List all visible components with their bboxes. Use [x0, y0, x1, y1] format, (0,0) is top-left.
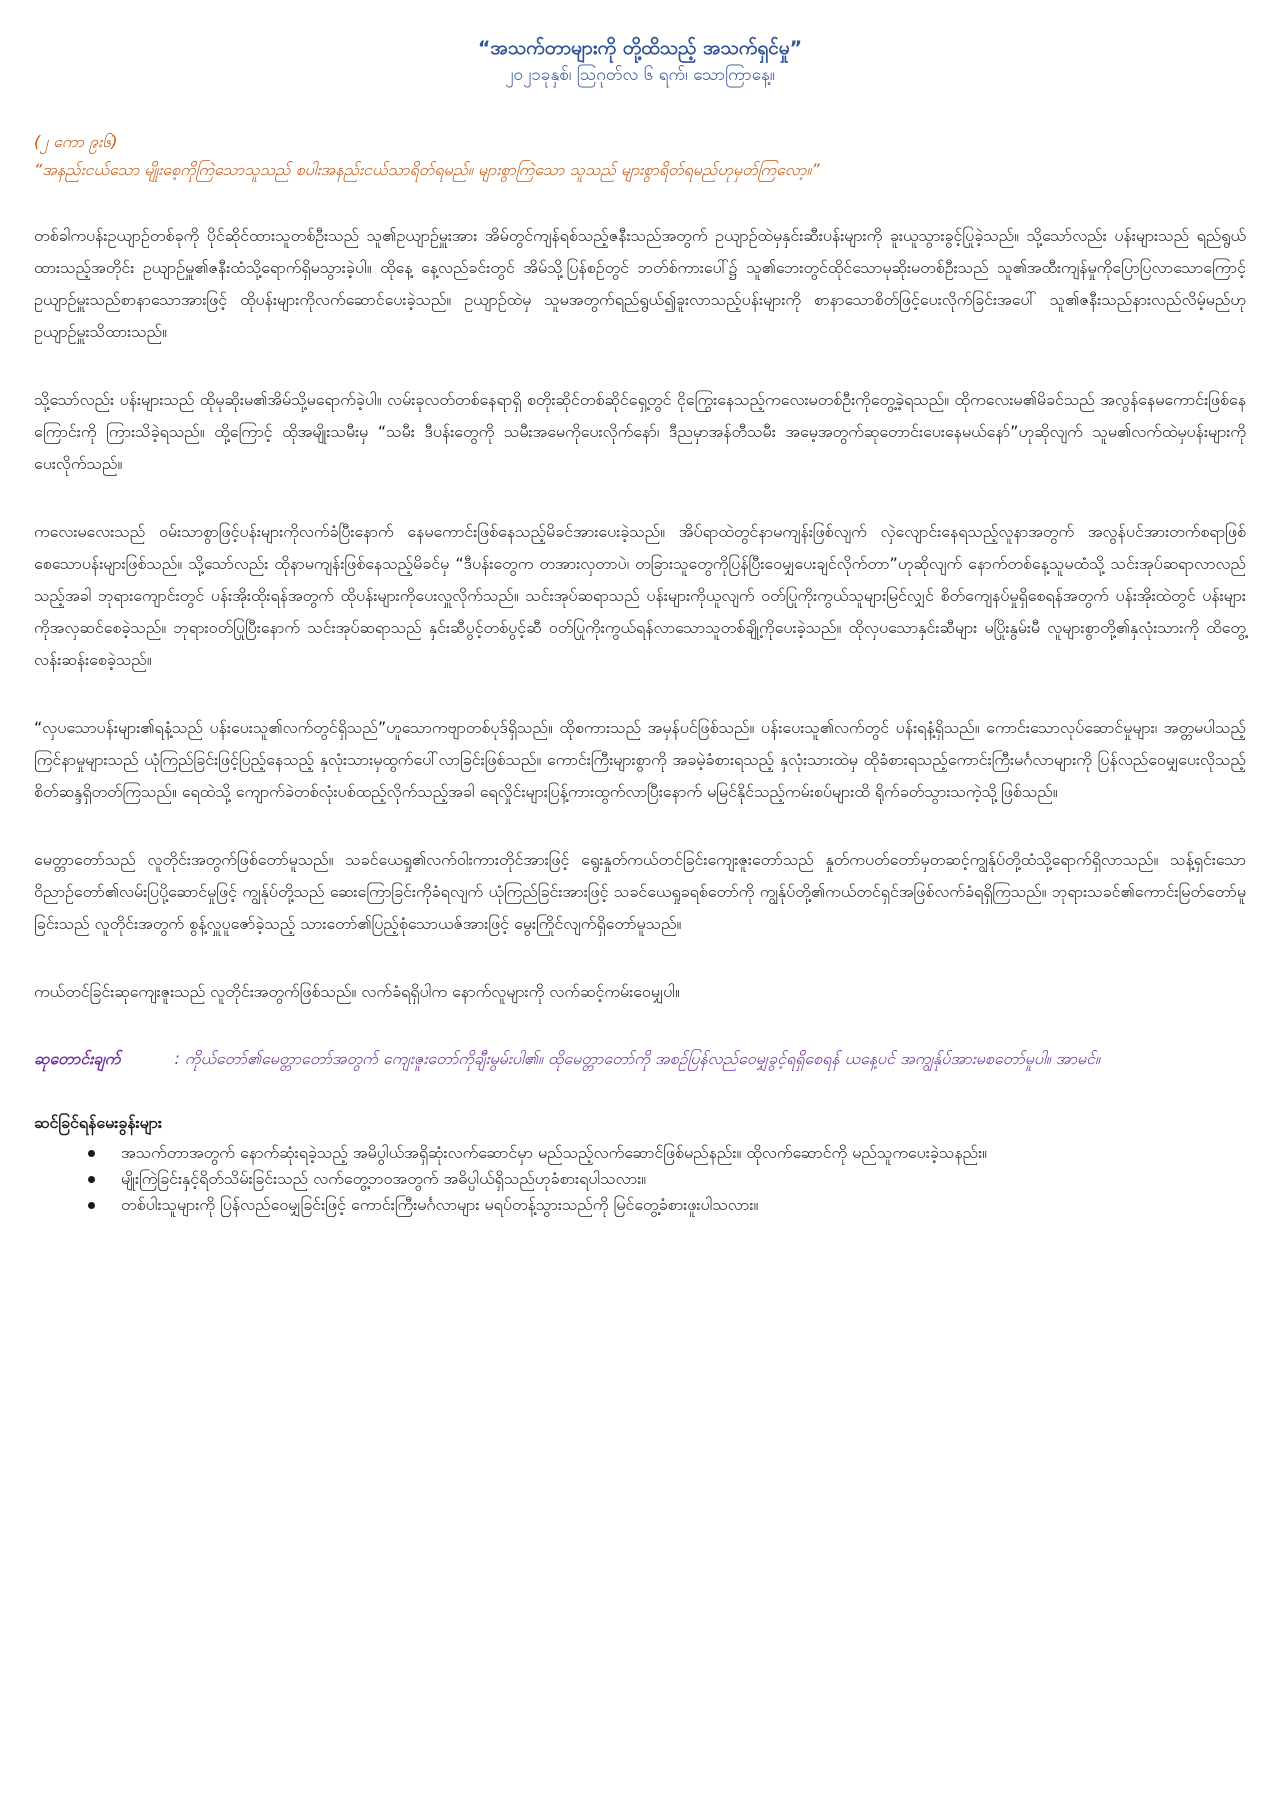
page-title: “အသက်တာများကို တို့ထိသည့် အသက်ရှင်မှု” [477, 37, 803, 59]
paragraph-1: တစ်ခါကပန်းဥယျာဉ်တစ်ခုကို ပိုင်ဆိုင်ထားသူတစ်ဦးသည် သူ၏ဥယျာဉ်မှူးအား အိမ်တွင်ကျန်ရစ်သည့်ဇနီးသည်အတွက် ဥယျာဉ်ထဲမှနှင်းဆီးပန်းများကို ခူးယူသွားခွင့်ပြုခဲ့သည်။ သို့သော်လည်း ပန်းများသည် ရည်ရွယ်ထားသည့်အတိုင်း ဥယျာဉ်မှူ၏ဇနီးထံသို့ရောက်ရှိမသွားခဲ့ပါ။ ထိုနေ့ နေ့လည်ခင်းတွင် အိမ်သို့ပြန်စဉ်တွင် ဘတ်စ်ကားပေါ်၌ သူ၏ဘေးတွင်ထိုင်သောမုဆိုးမတစ်ဦးသည် သူ၏အထီးကျန်မှုကိုပြောပြလာသောကြောင့် ဥယျာဉ်မှူးသည်စာနာသောအားဖြင့် ထိုပန်းများကိုလက်ဆောင်ပေးခဲ့သည်။ ဥယျာဉ်ထဲမှ သူမအတွက်ရည်ရွယ်၍ခူးလာသည့်ပန်းများကို စာနာသောစိတ်ဖြင့်ပေးလိုက်ခြင်းအပေါ် သူ၏ဇနီးသည်နားလည်လိမ့်မည်ဟု ဥယျာဉ်မှူးသိထားသည်။ [34, 226, 1246, 341]
reflection-questions [34, 1110, 1246, 1218]
prayer [34, 1044, 1246, 1074]
bullet-icon [88, 1202, 95, 1209]
paragraph-3: ကလေးမလေးသည် ဝမ်းသာစွာဖြင့်ပန်းများကိုလက်ခံပြီးနောက် နေမကောင်းဖြစ်နေသည့်မိခင်အားပေးခဲ့သည်။ အိပ်ရာထဲတွင်နာမကျန်းဖြစ်လျက် လှဲလျောင်းနေရသည့်လူနာအတွက် အလွန်ပင်အားတက်စရာဖြစ်စေသောပန်းများဖြစ်သည်။ သို့သော်လည်း ထိုနာမကျန်းဖြစ်နေသည့်မိခင်မှ “ဒီပန်းတွေက တအားလှတာပဲ၊ တခြားသူတွေကိုပြန်ပြီးဝေမျှပေးချင်လိုက်တာ”ဟုဆိုလျက် နောက်တစ်နေ့သူမထံသို့ သင်းအုပ်ဆရာလာလည်သည့်အခါ ဘုရားကျောင်းတွင် ပန်းအိုးထိုးရန်အတွက် ထိုပန်းများကိုပေးလှူလိုက်သည်။ သင်းအုပ်ဆရာသည် ပန်းများကိုယူလျက် ဝတ်ပြုကိုးကွယ်သူများမြင်လျှင် စိတ်ကျေနပ်မှုရှိစေရန်အတွက် ပန်းအိုးထဲတွင် ပန်းများကိုအလှဆင်စေခဲ့သည်။ ဘုရားဝတ်ပြုပြီးနောက် သင်းအုပ်ဆရာသည် နှင်းဆီပွင့်တစ်ပွင့်ဆီ ဝတ်ပြုကိုးကွယ်ရန်လာသောသူတစ်ချို့ကိုပေးခဲ့သည်။ ထိုလှပသောနှင်းဆီများ မပြိုးနွမ်းမီ လူများစွာတို့၏နှလုံးသားကို ထိတွေ့လန်းဆန်းစေခဲ့သည်။ [34, 522, 1246, 669]
prayer-label: ဆုတောင်းချက် [34, 1049, 121, 1068]
question-item [88, 1140, 1246, 1166]
verse-reference: (၂ ကော ၉း၆) [34, 132, 118, 151]
question-text: အသက်တာအတွက် နောက်ဆုံးရခဲ့သည့် အမိပွါယ်အရှိဆုံးလက်ဆောင်မှာ မည်သည့်လက်ဆောင်ဖြစ်မည်နည်း။ ထိုလက်ဆောင်ကို မည်သူကပေးခဲ့သနည်း။ [121, 1143, 987, 1162]
bullet-icon [88, 1176, 95, 1183]
prayer-text: : ကိုယ်တော်၏မေတ္တာတော်အတွက် ကျေးဇူးတော်ကိုချီးမွမ်းပါ၏။ ထိုမေတ္တာတော်ကို အစဉ်ပြန်လည်ဝေမျှခွင့်ရရှိစေရန် ယနေ့ပင် အကျွန်ုပ်အားမစတော်မူပါ။ အာမင်။ [174, 1049, 1100, 1068]
questions-heading: ဆင်ခြင်ရန်မေးခွန်းများ [34, 1113, 162, 1132]
paragraph-2: သို့သော်လည်း ပန်းများသည် ထိုမုဆိုးမ၏အိမ်သို့မရောက်ခဲ့ပါ။ လမ်းခုလတ်တစ်နေရာရှိ စတိုးဆိုင်တစ်ဆိုင်ရှေ့တွင် ငိုကြွေးနေသည့်ကလေးမတစ်ဦးကိုတွေ့ခဲ့ရသည်။ ထိုကလေးမ၏မိခင်သည် အလွန်နေမကောင်းဖြစ်နေကြောင်းကို ကြားသိခဲ့ရသည်။ ထို့ကြောင့် ထိုအမျိုးသမီးမှ “သမီး ဒီပန်းတွေကို သမီးအမေကိုပေးလိုက်နော်၊ ဒီညမှာအန်တီသမီး အမေ့အတွက်ဆုတောင်းပေးနေမယ်နော်”ဟုဆိုလျက် သူမ၏လက်ထဲမှပန်းများကိုပေးလိုက်သည်။ [34, 390, 1246, 473]
paragraph-5: မေတ္တာတော်သည် လူတိုင်းအတွက်ဖြစ်တော်မူသည်။ သခင်ယေရှု၏လက်ဝါးကားတိုင်အားဖြင့် ရွေးနှုတ်ကယ်တင်ခြင်းကျေးဇူးတော်သည် နှုတ်ကပတ်တော်မှတဆင့်ကျွန်ုပ်တို့ထံသို့ရောက်ရှိလာသည်။ သန့်ရှင်းသောဝိညာဉ်တော်၏လမ်းပြပို့ဆောင်မှုဖြင့် ကျွန်ုပ်တို့သည် ဆေးကြောခြင်းကိုခံရလျက် ယုံကြည်ခြင်းအားဖြင့် သခင်ယေရှုခရစ်တော်ကို ကျွန်ုပ်တို့၏ကယ်တင်ရှင်အဖြစ်လက်ခံရရှိကြသည်။ ဘုရားသခင်၏ကောင်းမြတ်တော်မူခြင်းသည် လူတိုင်းအတွက် စွန့်လှူပူဇော်ခဲ့သည့် သားတော်၏ပြည့်စုံသောယဇ်အားဖြင့် မွေးကြိုင်လျက်ရှိတော်မူသည်။ [34, 850, 1246, 933]
question-item [88, 1192, 1246, 1218]
header [34, 34, 1246, 88]
page-date: ၂၀၂၁ခုနှစ်၊ ဩဂုတ်လ ၆ ရက်၊ သောကြာနေ့။ [505, 65, 775, 85]
key-verse [34, 128, 1246, 184]
paragraph-6: ကယ်တင်ခြင်းဆုကျေးဇူးသည် လူတိုင်းအတွက်ဖြစ်သည်။ လက်ခံရရှိပါက နောက်လူများကို လက်ဆင့်ကမ်းဝေမျှပါ။ [34, 982, 680, 1001]
bullet-icon [88, 1150, 95, 1157]
verse-text: “အနည်းငယ်သော မျိုးစေ့ကိုကြဲသောသူသည် စပါးအနည်းငယ်သာရိတ်ရမည်။ များစွာကြဲသော သူသည် များစွာရိတ်ရမည်ဟုမှတ်ကြလော့။” [34, 160, 820, 179]
question-text: တစ်ပါးသူများကို ပြန်လည်ဝေမျှခြင်းဖြင့် ကောင်းကြီးမင်္ဂလာများ မရပ်တန့်သွားသည်ကို မြင်တွေ့ခံစားဖူးပါသလား။ [121, 1195, 759, 1214]
question-item [88, 1166, 1246, 1192]
questions-list [34, 1140, 1246, 1218]
question-text: မျိုးကြဲခြင်းနှင့်ရိတ်သိမ်းခြင်းသည် လက်တွေ့ဘဝအတွက် အဓိပ္ပါယ်ရှိသည်ဟုခံစားရပါသလား။ [121, 1169, 647, 1188]
paragraph-4: “လှပသောပန်းများ၏ရနံ့သည် ပန်းပေးသူ၏လက်တွင်ရှိသည်”ဟူသောကဗျာတစ်ပုဒ်ရှိသည်။ ထိုစကားသည် အမှန်ပင်ဖြစ်သည်။ ပန်းပေးသူ၏လက်တွင် ပန်းရနံ့ရှိသည်။ ကောင်းသောလုပ်ဆောင်မှုများ၊ အတ္တမပါသည့်ကြင်နာမှုများသည် ယုံကြည်ခြင်းဖြင့်ပြည့်နေသည့် နှလုံးသားမှထွက်ပေါ်လာခြင်းဖြစ်သည်။ ကောင်းကြီးများစွာကို အခမဲ့ခံစားရသည့် နှလုံးသားထဲမှ ထိုခံစားရသည့်ကောင်းကြီးမင်္ဂလာများကို ပြန်လည်ဝေမျှပေးလိုသည့်စိတ်ဆန္ဒရှိတတ်ကြသည်။ ရေထဲသို့ ကျောက်ခဲတစ်လုံးပစ်ထည့်လိုက်သည့်အခါ ရေလှိုင်းများပြန့်ကားထွက်လာပြီးနောက် မမြင်နိုင်သည့်ကမ်းစပ်များထိ ရိုက်ခတ်သွားသကဲ့သို့ဖြစ်သည်။ [34, 718, 1246, 801]
